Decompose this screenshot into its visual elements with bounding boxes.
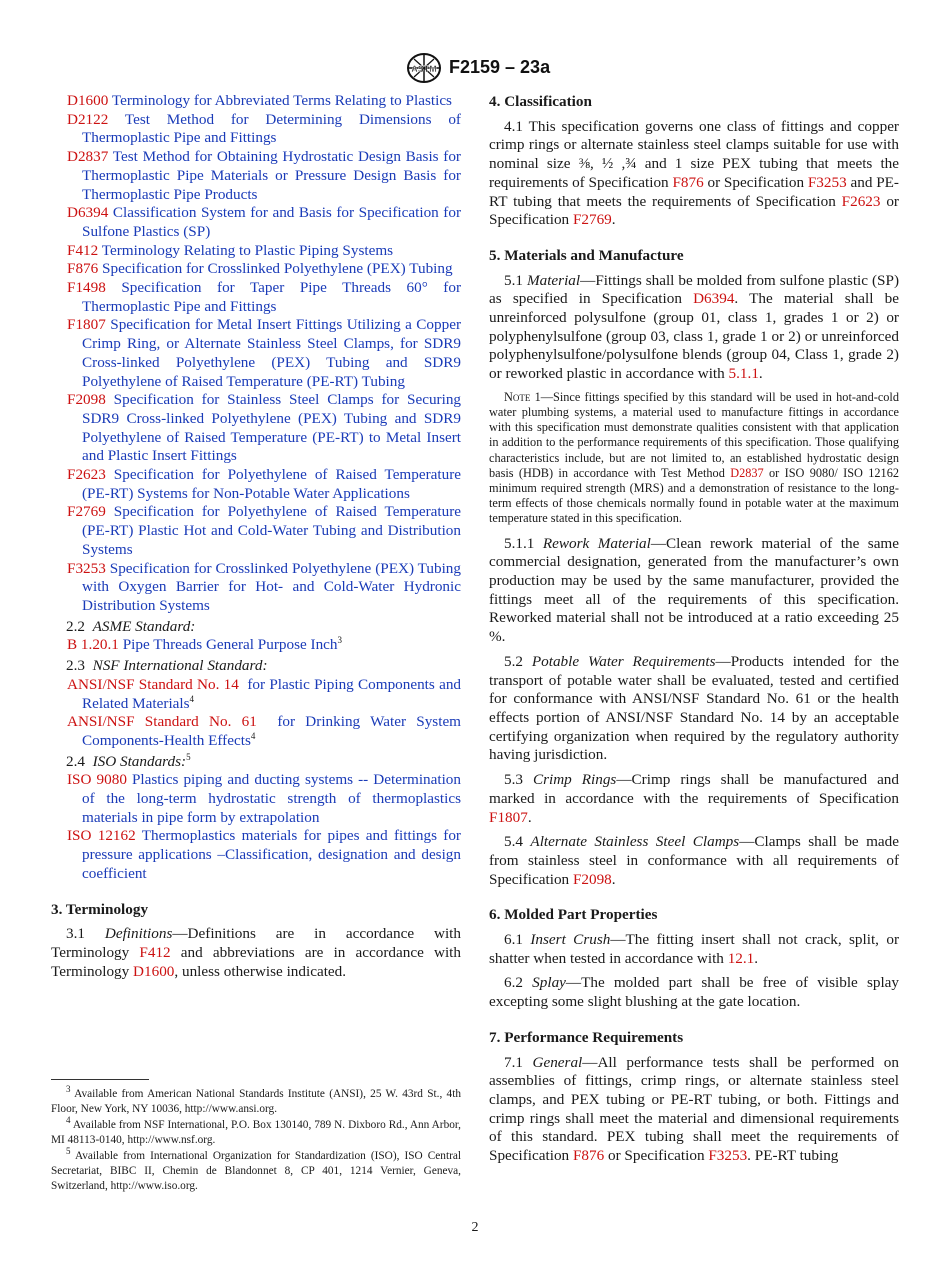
- reference-entry[interactable]: [51, 713, 461, 750]
- reference-entry[interactable]: [51, 560, 461, 616]
- iso-standards-subheading: 2.4 ISO Standards:$^5$: [66, 751, 191, 770]
- link-d1600[interactable]: D1600: [133, 962, 175, 980]
- reference-entry[interactable]: [51, 279, 461, 316]
- nsf-standard-subheading: 2.3 NSF International Standard:: [66, 657, 268, 675]
- reference-code[interactable]: ISO 9080: [67, 771, 127, 789]
- reference-code[interactable]: F412: [67, 241, 99, 259]
- reference-code[interactable]: D6394: [67, 204, 109, 222]
- potable-water-paragraph: 5.2 Potable Water Requirements—Products intended for the transport of potable water shall be evaluated, tested and certified for conformance with ANSI/NSF Standard No. 61 or the health effects portion of ANSI/NSF Standard No. 14 by an acceptable certifying organization when required by the regulatory authority having jurisdiction.: [489, 652, 900, 764]
- reference-code[interactable]: D2122: [67, 110, 109, 128]
- stainless-clamps-paragraph: 5.4 Alternate Stainless Steel Clamps—Clamps shall be made from stainless steel in conformance with all requirements of Specification F2098.: [489, 833, 899, 888]
- footnote-5: $^5$ Available from International Organization for Standardization (ISO), ISO Central Secretariat, BIBC II, Chemin de Blandonnet 8, CP 401, 1214 Vernier, Geneva, Switzerland, http://www.iso.org.: [51, 1146, 461, 1192]
- footnotes: [51, 1084, 462, 1195]
- reference-title[interactable]: for Drinking Water System Components-Health Effects: [82, 713, 461, 749]
- reference-title[interactable]: Terminology Relating to Plastic Piping Systems: [101, 241, 394, 259]
- reference-entry[interactable]: [51, 771, 461, 827]
- svg-text:ASTM: ASTM: [411, 64, 437, 74]
- reference-code[interactable]: F2098: [67, 391, 106, 409]
- reference-code[interactable]: D1600: [67, 92, 109, 109]
- reference-entry[interactable]: [51, 316, 461, 391]
- rework-material-paragraph: 5.1.1 Rework Material—Clean rework material of the same commercial designation, generated from the manufacturer’s own production may be used by the same manufacturer, provided the fittings meet all of the requirements of this specification. Reworked material shall not be introduced at a ratio exceeding 25 %.: [489, 534, 899, 646]
- classification-heading: 4. Classification: [489, 93, 592, 110]
- reference-code[interactable]: ANSI/NSF Standard No. 14: [67, 675, 239, 693]
- reference-entry[interactable]: [51, 636, 461, 655]
- reference-code[interactable]: D2837: [67, 148, 109, 166]
- reference-code[interactable]: B 1.20.1: [67, 636, 119, 654]
- reference-code[interactable]: F3253: [67, 559, 106, 577]
- reference-entry[interactable]: [51, 391, 461, 466]
- classification-paragraph: 4.1 This specification governs one class of fittings and copper crimp rings or alternate stainless steel clamps suitable for use with nominal size ⅜, ½ ,¾ and 1 size PEX tubing that meets the requirements of Specification F876 or Specification F3253 and PE-RT tubing that meets the requirements of Specification F2623 or Specification F2769.: [489, 117, 899, 229]
- reference-code[interactable]: F2769: [67, 503, 106, 521]
- terminology-paragraph: 3.1 Definitions—Definitions are in accordance with Terminology F412 and abbreviations are in accordance with Terminology D1600, unless otherwise indicated.: [51, 925, 461, 980]
- document-id: F2159 – 23a: [449, 57, 551, 77]
- performance-heading: 7. Performance Requirements: [489, 1028, 684, 1046]
- link-d2837[interactable]: D2837: [730, 465, 764, 480]
- link-f876[interactable]: F876: [572, 1147, 605, 1165]
- asme-standard-subheading: 2.2 ASME Standard:: [66, 617, 196, 635]
- reference-title[interactable]: Plastics piping and ducting systems -- Determination of the long-term hydrostatic strength of thermoplastics materials in pipe form by extrapolation: [82, 771, 461, 826]
- reference-title[interactable]: Terminology for Abbreviated Terms Relating to Plastics: [111, 92, 452, 109]
- page-header: [0, 52, 950, 88]
- link-section-12-1[interactable]: 12.1: [727, 949, 755, 967]
- reference-title[interactable]: Specification for Polyethylene of Raised Temperature (PE-RT) Plastic Hot and Cold-Water Tubing and Distribution Systems: [82, 503, 461, 558]
- link-f1807[interactable]: F1807: [489, 808, 528, 826]
- reference-title[interactable]: Test Method for Obtaining Hydrostatic Design Basis for Thermoplastic Pipe Materials or Pressure Design Basis for Thermoplastic Pipe Products: [82, 148, 461, 203]
- reference-entry[interactable]: [51, 503, 461, 559]
- link-section-5-1-1[interactable]: 5.1.1: [728, 365, 759, 383]
- crimp-rings-paragraph: 5.3 Crimp Rings—Crimp rings shall be manufactured and marked in accordance with the requirements of Specification F1807.: [489, 771, 899, 826]
- footnote-4: $^4$ Available from NSF International, P.O. Box 130140, 789 N. Dixboro Rd., Ann Arbor, MI 48113-0140, http://www.nsf.org.: [51, 1115, 462, 1146]
- reference-code[interactable]: F1807: [67, 316, 106, 334]
- reference-title[interactable]: Thermoplastics materials for pipes and fittings for pressure applications –Classification, designation and design coefficient: [82, 827, 461, 882]
- materials-heading: 5. Materials and Manufacture: [489, 246, 684, 264]
- reference-title[interactable]: Specification for Metal Insert Fittings Utilizing a Copper Crimp Ring, or Alternate Stainless Steel Clamps, for SDR9 Cross-linked Polyethylene (PEX) Tubing and SDR9 Polyethylene of Raised Temperature (PE-RT) Tubing: [82, 316, 461, 390]
- splay-paragraph: 6.2 Splay—The molded part shall be free of visible splay excepting some slight blushing at the gate location.: [489, 974, 900, 1011]
- reference-entry[interactable]: [51, 466, 461, 503]
- footnote-3: $^3$ Available from American National Standards Institute (ANSI), 25 W. 43rd St., 4th Floor, New York, NY 10036, http://www.ansi.org.: [51, 1084, 461, 1115]
- reference-title[interactable]: Specification for Crosslinked Polyethylene (PEX) Tubing: [102, 260, 453, 278]
- reference-title[interactable]: Specification for Taper Pipe Threads 60° for Thermoplastic Pipe and Fittings: [82, 279, 462, 315]
- reference-title[interactable]: for Plastic Piping Components and Related Materials: [82, 675, 462, 712]
- astm-logo-icon: [403, 52, 445, 84]
- astm-reference-list: [51, 92, 461, 616]
- material-paragraph: 5.1 Material—Fittings shall be molded from sulfone plastic (SP) as specified in Specification D6394. The material shall be unreinforced polysulfone (group 01, class 1, grades 1 or 2) or polyphenylsulfone (group 03, class 1, grade 1 or 2) or unreinforced polyphenylsulfone/polysulfone blends (group 04, Class 1, grade 2) or reworked plastic in accordance with 5.1.1.: [489, 271, 900, 383]
- reference-code[interactable]: ANSI/NSF Standard No. 61: [67, 713, 257, 731]
- link-f2769[interactable]: F2769: [572, 211, 612, 229]
- link-f3253[interactable]: F3253: [807, 173, 847, 191]
- footnote-marker: 4: [189, 693, 195, 704]
- reference-entry[interactable]: [51, 92, 461, 111]
- reference-entry[interactable]: [51, 827, 461, 883]
- reference-entry[interactable]: [51, 242, 461, 261]
- insert-crush-paragraph: 6.1 Insert Crush—The fitting insert shall not crack, split, or shatter when tested in accordance with 12.1.: [489, 931, 900, 967]
- link-f2098[interactable]: F2098: [572, 870, 612, 888]
- reference-code[interactable]: F1498: [67, 279, 106, 297]
- link-d6394[interactable]: D6394: [693, 290, 735, 308]
- reference-code[interactable]: ISO 12162: [67, 827, 136, 845]
- reference-title[interactable]: Classification System for and Basis for Specification for Sulfone Plastics (SP): [82, 204, 461, 240]
- reference-entry[interactable]: [51, 260, 461, 279]
- reference-title[interactable]: Specification for Polyethylene of Raised Temperature (PE-RT) Systems for Non-Potable Water Applications: [82, 466, 461, 502]
- general-paragraph: 7.1 General—All performance tests shall be performed on assemblies of fittings, crimp rings, or alternate stainless steel clamps, and PEX tubing or PE-RT tubing, or both. Fittings and crimp rings shall meet the material and dimensional requirements of this standard. PEX tubing shall meet the requirements of Specification F876 or Specification F3253. PE-RT tubing: [489, 1053, 899, 1165]
- footnote-divider: [51, 1079, 149, 1080]
- reference-entry[interactable]: [51, 148, 461, 204]
- reference-title[interactable]: Specification for Crosslinked Polyethylene (PEX) Tubing with Oxygen Barrier for Hot- and Cold-Water Hydronic Distribution Systems: [82, 559, 461, 614]
- reference-entry[interactable]: [51, 111, 461, 148]
- reference-code[interactable]: F876: [67, 260, 99, 278]
- right-column: [489, 92, 899, 1172]
- reference-title[interactable]: Specification for Stainless Steel Clamps for Securing SDR9 Cross-linked Polyethylene (PEX) Tubing and SDR9 Polyethylene of Raised Temperature (PE-RT) to Metal Insert and Plastic Insert Fittings: [82, 391, 462, 465]
- molded-part-heading: 6. Molded Part Properties: [489, 906, 658, 924]
- link-f876[interactable]: F876: [672, 173, 704, 191]
- reference-title[interactable]: Pipe Threads General Purpose Inch: [122, 636, 338, 654]
- reference-code[interactable]: F2623: [67, 466, 106, 484]
- left-column: [51, 92, 461, 987]
- link-f2623[interactable]: F2623: [841, 192, 881, 210]
- footnote-marker: 4: [250, 730, 256, 741]
- note-1: Note 1—Since fittings specified by this standard will be used in hot-and-cold water plumbing systems, a material used to manufacture fittings in accordance with this specification must demonstrate qualities consistent with that application in addition to the performance requirements of this specification. Those qualifying characteristics include, but are not limited to, an established hydrostatic design basis (HDB) in accordance with Test Method D2837 or ISO 9080/ ISO 12162 minimum required strength (MRS) and a demonstration of resistance to the long-term effects of those chemicals normally found in potable water at the maximum temperature stated in this specification.: [489, 389, 899, 526]
- link-f3253[interactable]: F3253: [708, 1147, 748, 1165]
- reference-title[interactable]: Test Method for Determining Dimensions of Thermoplastic Pipe and Fittings: [82, 110, 461, 147]
- reference-entry[interactable]: [51, 204, 461, 241]
- footnote-marker: 3: [337, 635, 343, 646]
- reference-entry[interactable]: [51, 676, 461, 713]
- link-f412[interactable]: F412: [139, 943, 171, 961]
- terminology-heading: 3. Terminology: [51, 900, 149, 918]
- page-number: 2: [471, 1220, 479, 1235]
